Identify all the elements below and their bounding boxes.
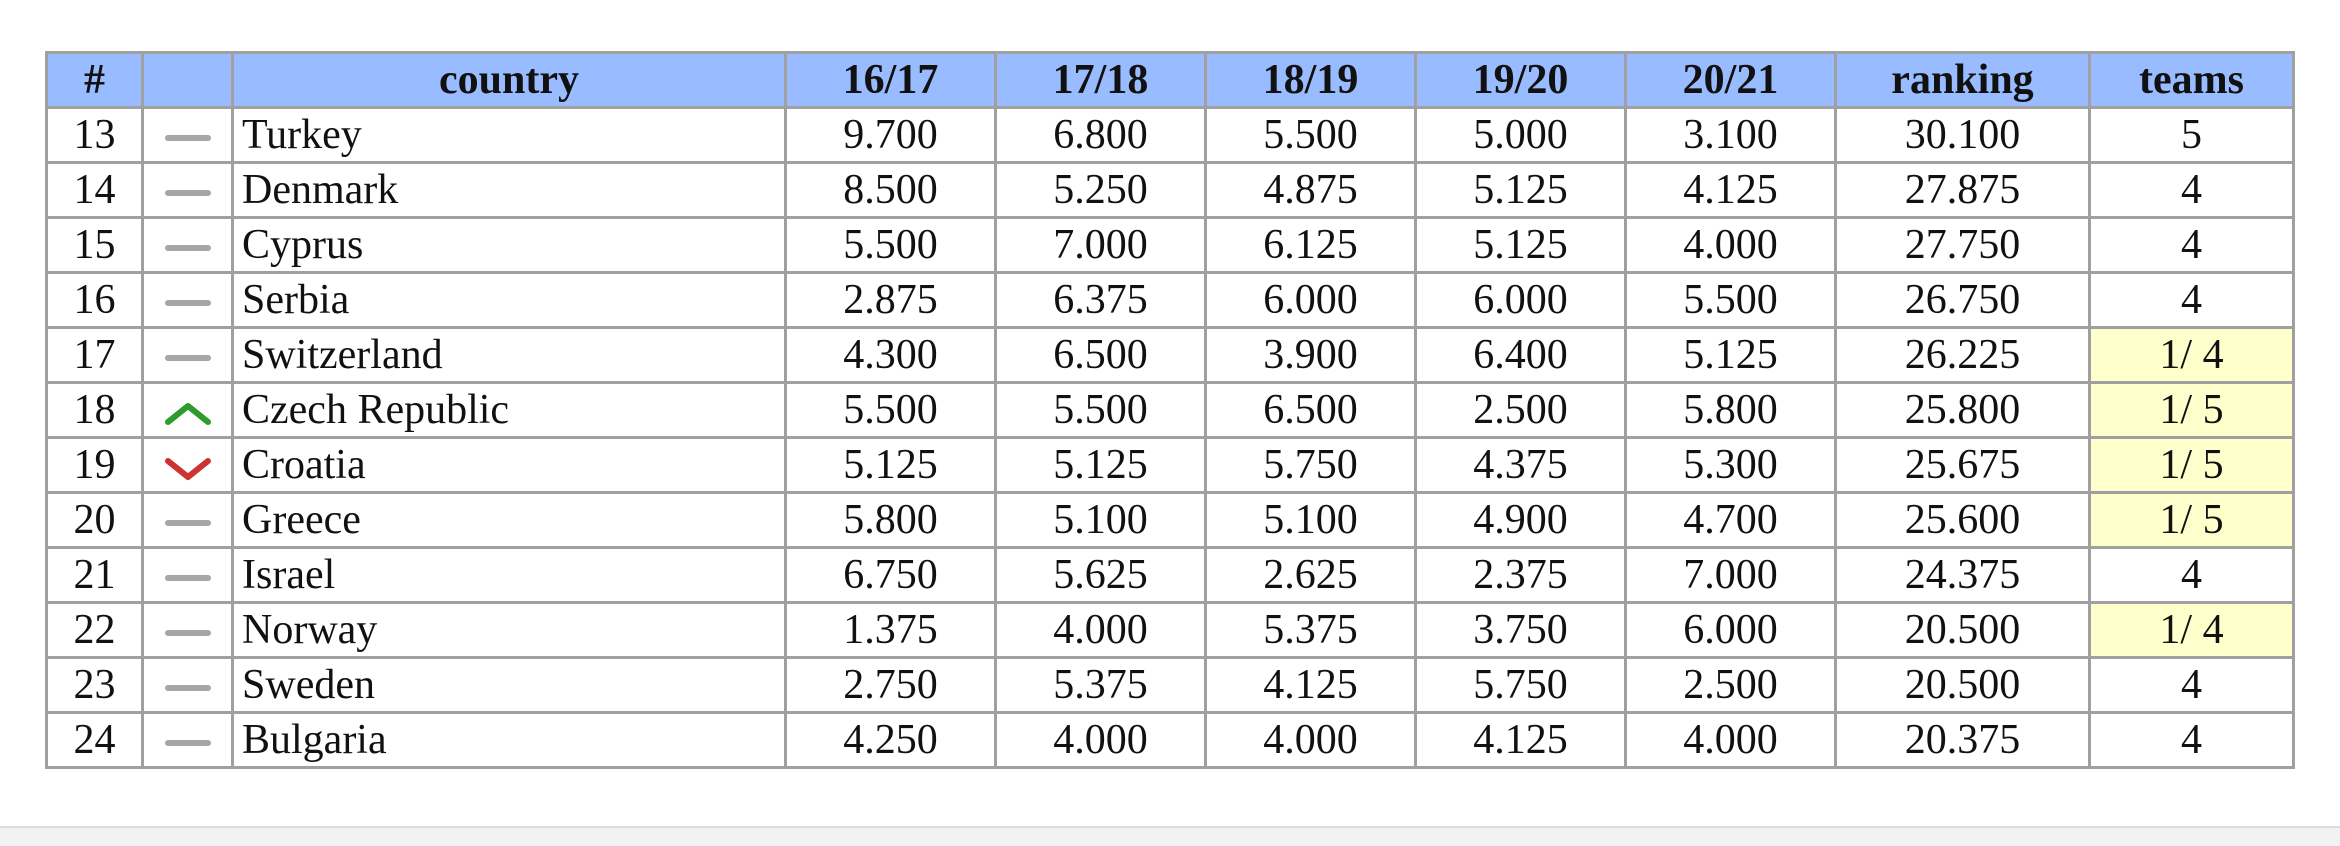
country-cell: Cyprus (233, 218, 786, 273)
season-score-cell: 4.000 (996, 713, 1206, 768)
season-score-cell: 5.500 (1626, 273, 1836, 328)
teams-cell: 4 (2090, 548, 2294, 603)
trend-cell (143, 548, 233, 603)
season-score-cell: 5.125 (1416, 218, 1626, 273)
season-score-cell: 3.100 (1626, 108, 1836, 163)
table-body (47, 108, 2294, 768)
rank-cell: 15 (47, 218, 143, 273)
dash-icon (162, 618, 214, 648)
chevron-up-icon (162, 398, 214, 428)
country-ranking-table (45, 51, 2295, 769)
season-score-cell: 2.500 (1416, 383, 1626, 438)
season-score-cell: 7.000 (996, 218, 1206, 273)
season-score-cell: 1.375 (786, 603, 996, 658)
season-score-cell: 5.375 (996, 658, 1206, 713)
trend-cell (143, 108, 233, 163)
teams-cell: 1/ 5 (2090, 383, 2294, 438)
season-score-cell: 4.300 (786, 328, 996, 383)
season-score-cell: 4.000 (1626, 218, 1836, 273)
season-score-cell: 2.625 (1206, 548, 1416, 603)
table-row (47, 328, 2294, 383)
season-score-cell: 4.875 (1206, 163, 1416, 218)
ranking-cell: 26.750 (1836, 273, 2090, 328)
header-season-1718: 17/18 (996, 53, 1206, 108)
trend-cell (143, 218, 233, 273)
ranking-cell: 26.225 (1836, 328, 2090, 383)
season-score-cell: 8.500 (786, 163, 996, 218)
season-score-cell: 5.500 (996, 383, 1206, 438)
rank-cell: 23 (47, 658, 143, 713)
season-score-cell: 5.125 (1626, 328, 1836, 383)
country-cell: Norway (233, 603, 786, 658)
season-score-cell: 5.125 (1416, 163, 1626, 218)
country-cell: Bulgaria (233, 713, 786, 768)
ranking-cell: 25.800 (1836, 383, 2090, 438)
country-cell: Czech Republic (233, 383, 786, 438)
table-row (47, 438, 2294, 493)
dash-icon (162, 728, 214, 758)
country-cell: Israel (233, 548, 786, 603)
header-trend (143, 53, 233, 108)
bottom-scrollbar-area (0, 826, 2340, 846)
table-row (47, 493, 2294, 548)
rank-cell: 13 (47, 108, 143, 163)
country-cell: Greece (233, 493, 786, 548)
teams-cell: 4 (2090, 218, 2294, 273)
season-score-cell: 6.125 (1206, 218, 1416, 273)
trend-cell (143, 493, 233, 548)
season-score-cell: 5.500 (1206, 108, 1416, 163)
season-score-cell: 6.800 (996, 108, 1206, 163)
season-score-cell: 5.750 (1206, 438, 1416, 493)
dash-icon (162, 178, 214, 208)
header-season-2021: 20/21 (1626, 53, 1836, 108)
header-ranking: ranking (1836, 53, 2090, 108)
table-row (47, 713, 2294, 768)
season-score-cell: 5.000 (1416, 108, 1626, 163)
ranking-cell: 25.675 (1836, 438, 2090, 493)
rank-cell: 14 (47, 163, 143, 218)
dash-icon (162, 343, 214, 373)
season-score-cell: 4.125 (1416, 713, 1626, 768)
header-rank: # (47, 53, 143, 108)
dash-icon (162, 123, 214, 153)
trend-cell (143, 383, 233, 438)
season-score-cell: 6.000 (1416, 273, 1626, 328)
ranking-cell: 25.600 (1836, 493, 2090, 548)
chevron-down-icon (162, 453, 214, 483)
season-score-cell: 3.750 (1416, 603, 1626, 658)
rank-cell: 22 (47, 603, 143, 658)
trend-cell (143, 438, 233, 493)
dash-icon (162, 233, 214, 263)
rank-cell: 18 (47, 383, 143, 438)
season-score-cell: 5.750 (1416, 658, 1626, 713)
season-score-cell: 5.625 (996, 548, 1206, 603)
ranking-cell: 30.100 (1836, 108, 2090, 163)
season-score-cell: 4.900 (1416, 493, 1626, 548)
rank-cell: 19 (47, 438, 143, 493)
season-score-cell: 5.125 (996, 438, 1206, 493)
rank-cell: 24 (47, 713, 143, 768)
table-row (47, 548, 2294, 603)
teams-cell: 5 (2090, 108, 2294, 163)
season-score-cell: 2.375 (1416, 548, 1626, 603)
dash-icon (162, 508, 214, 538)
season-score-cell: 5.375 (1206, 603, 1416, 658)
season-score-cell: 4.700 (1626, 493, 1836, 548)
season-score-cell: 6.400 (1416, 328, 1626, 383)
dash-icon (162, 288, 214, 318)
season-score-cell: 6.000 (1206, 273, 1416, 328)
season-score-cell: 4.000 (1626, 713, 1836, 768)
season-score-cell: 6.500 (1206, 383, 1416, 438)
season-score-cell: 6.750 (786, 548, 996, 603)
ranking-cell: 20.500 (1836, 603, 2090, 658)
header-row (47, 53, 2294, 108)
rank-cell: 21 (47, 548, 143, 603)
season-score-cell: 5.800 (786, 493, 996, 548)
teams-cell: 4 (2090, 163, 2294, 218)
dash-icon (162, 563, 214, 593)
season-score-cell: 2.500 (1626, 658, 1836, 713)
season-score-cell: 4.125 (1626, 163, 1836, 218)
table-row (47, 163, 2294, 218)
rank-cell: 17 (47, 328, 143, 383)
season-score-cell: 6.000 (1626, 603, 1836, 658)
season-score-cell: 3.900 (1206, 328, 1416, 383)
ranking-cell: 20.375 (1836, 713, 2090, 768)
ranking-cell: 24.375 (1836, 548, 2090, 603)
table-row (47, 108, 2294, 163)
ranking-cell: 27.750 (1836, 218, 2090, 273)
season-score-cell: 5.300 (1626, 438, 1836, 493)
season-score-cell: 5.500 (786, 383, 996, 438)
trend-cell (143, 603, 233, 658)
table-row (47, 603, 2294, 658)
teams-cell: 1/ 5 (2090, 438, 2294, 493)
season-score-cell: 7.000 (1626, 548, 1836, 603)
teams-cell: 4 (2090, 658, 2294, 713)
season-score-cell: 5.800 (1626, 383, 1836, 438)
table-row (47, 218, 2294, 273)
trend-cell (143, 273, 233, 328)
header-country: country (233, 53, 786, 108)
trend-cell (143, 713, 233, 768)
trend-cell (143, 328, 233, 383)
country-cell: Croatia (233, 438, 786, 493)
season-score-cell: 6.375 (996, 273, 1206, 328)
ranking-cell: 27.875 (1836, 163, 2090, 218)
table-row (47, 383, 2294, 438)
season-score-cell: 6.500 (996, 328, 1206, 383)
dash-icon (162, 673, 214, 703)
season-score-cell: 4.375 (1416, 438, 1626, 493)
country-cell: Sweden (233, 658, 786, 713)
country-cell: Serbia (233, 273, 786, 328)
trend-cell (143, 658, 233, 713)
country-cell: Turkey (233, 108, 786, 163)
rank-cell: 20 (47, 493, 143, 548)
season-score-cell: 4.250 (786, 713, 996, 768)
table-row (47, 658, 2294, 713)
season-score-cell: 2.750 (786, 658, 996, 713)
season-score-cell: 4.000 (996, 603, 1206, 658)
season-score-cell: 5.500 (786, 218, 996, 273)
table-row (47, 273, 2294, 328)
season-score-cell: 5.100 (996, 493, 1206, 548)
teams-cell: 4 (2090, 273, 2294, 328)
header-teams: teams (2090, 53, 2294, 108)
header-season-1920: 19/20 (1416, 53, 1626, 108)
season-score-cell: 5.250 (996, 163, 1206, 218)
season-score-cell: 5.125 (786, 438, 996, 493)
season-score-cell: 4.125 (1206, 658, 1416, 713)
country-cell: Switzerland (233, 328, 786, 383)
season-score-cell: 9.700 (786, 108, 996, 163)
rank-cell: 16 (47, 273, 143, 328)
teams-cell: 1/ 4 (2090, 603, 2294, 658)
header-season-1617: 16/17 (786, 53, 996, 108)
season-score-cell: 5.100 (1206, 493, 1416, 548)
trend-cell (143, 163, 233, 218)
season-score-cell: 4.000 (1206, 713, 1416, 768)
ranking-cell: 20.500 (1836, 658, 2090, 713)
season-score-cell: 2.875 (786, 273, 996, 328)
teams-cell: 1/ 4 (2090, 328, 2294, 383)
teams-cell: 4 (2090, 713, 2294, 768)
header-season-1819: 18/19 (1206, 53, 1416, 108)
country-cell: Denmark (233, 163, 786, 218)
teams-cell: 1/ 5 (2090, 493, 2294, 548)
